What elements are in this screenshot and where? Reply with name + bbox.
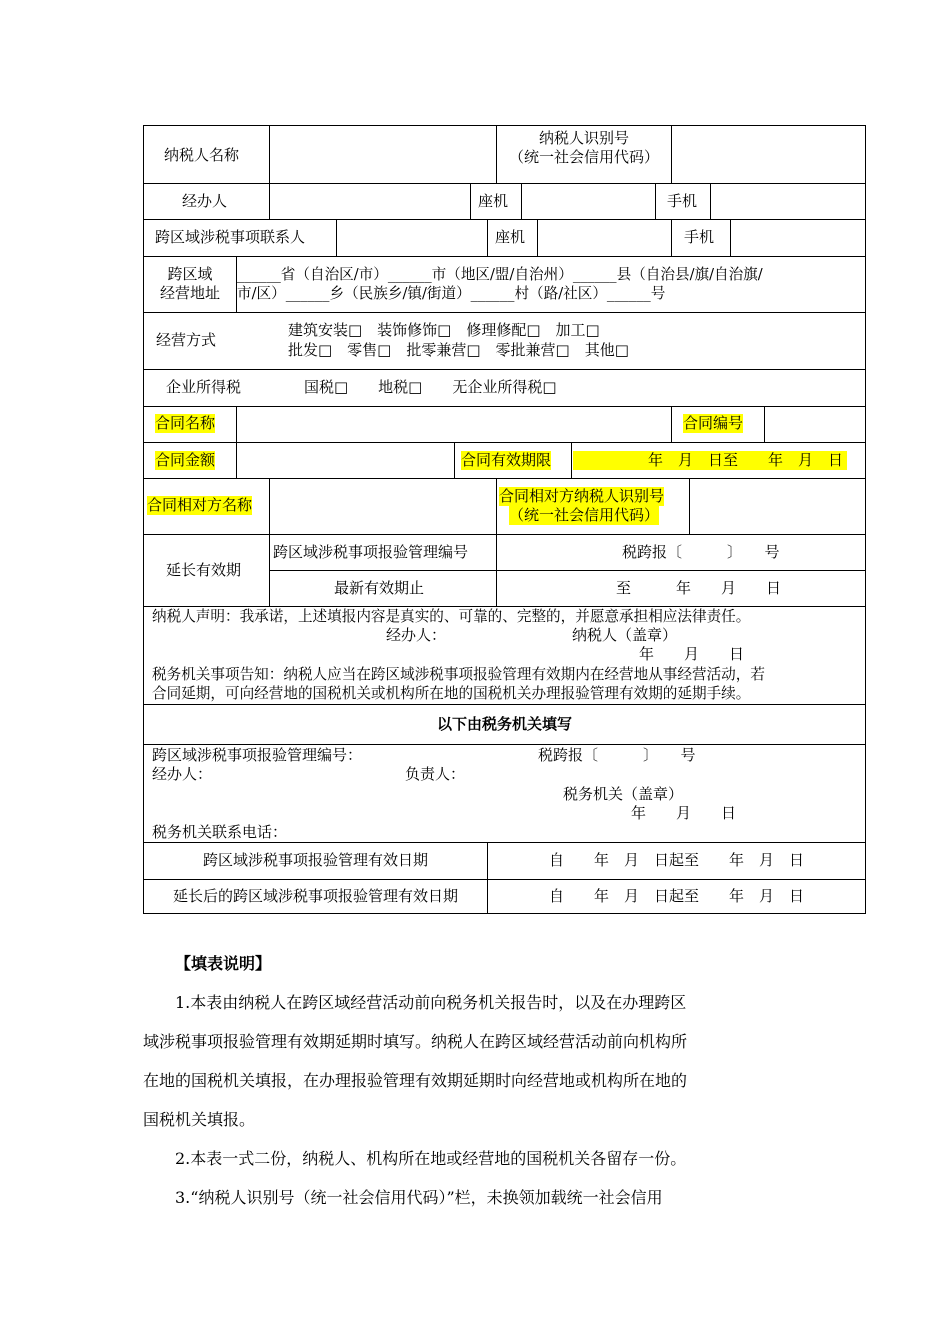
- declaration-date: 年 月 日: [639, 645, 745, 663]
- row-divider: [144, 312, 865, 313]
- col-divider: [571, 442, 572, 478]
- col-divider: [269, 534, 270, 606]
- instruction-1-line-3: 在地的国税机关填报，在办理报验管理有效期延期时向经营地或机构所在地的: [143, 1071, 688, 1090]
- business-mode-options-1[interactable]: 建筑安装□ 装饰修饰□ 修理修配□ 加工□: [288, 321, 600, 339]
- contact-mobile-input[interactable]: [731, 220, 865, 256]
- tax-form-table: [143, 125, 866, 914]
- latest-valid-value[interactable]: 至 年 月 日: [616, 579, 782, 597]
- address-line-2[interactable]: 市/区）______乡（民族乡/镇/街道）______村（路/社区）______号: [237, 285, 666, 302]
- instruction-1-line-2: 域涉税事项报验管理有效期延期时填写。纳税人在跨区域经营活动前向机构所: [143, 1032, 688, 1051]
- notice-text-1: 税务机关事项告知：纳税人应当在跨区域涉税事项报验管理有效期内在经营地从事经营活动，若: [152, 666, 765, 683]
- valid-date-value[interactable]: 自 年 月 日起至 年 月 日: [548, 851, 804, 869]
- contact-landline-label: 座机: [495, 228, 526, 246]
- counterparty-id-label-sub: （统一社会信用代码）: [509, 506, 660, 524]
- extended-date-label: 延长后的跨区域涉税事项报验管理有效日期: [172, 887, 458, 905]
- business-mode-options-2[interactable]: 批发□ 零售□ 批零兼营□ 零批兼营□ 其他□: [288, 341, 629, 359]
- contract-amount-label: 合同金额: [155, 451, 216, 469]
- contact-label: 跨区域涉税事项联系人: [155, 228, 306, 246]
- row-divider: [144, 534, 865, 535]
- tax-office-section-header: 以下由税务机关填写: [436, 715, 572, 733]
- counterparty-name-label: 合同相对方名称: [147, 496, 253, 514]
- mobile-label: 手机: [667, 192, 698, 210]
- col-divider: [671, 219, 672, 256]
- declaration-taxpayer-seal: 纳税人（盖章）: [572, 626, 678, 644]
- col-divider: [655, 183, 656, 219]
- row-divider: [144, 842, 865, 843]
- contact-mobile-label: 手机: [684, 228, 715, 246]
- mobile-input[interactable]: [711, 184, 865, 219]
- instruction-1-line-1: 1.本表由纳税人在跨区域经营活动前向税务机关报告时，以及在办理跨区: [175, 993, 687, 1012]
- contract-no-input[interactable]: [765, 407, 865, 442]
- col-divider: [470, 183, 471, 219]
- office-person-in-charge: 负责人：: [405, 765, 466, 783]
- contract-amount-input[interactable]: [237, 443, 454, 478]
- taxpayer-id-label: 纳税人识别号: [538, 129, 629, 147]
- income-tax-label: 企业所得税: [166, 378, 242, 396]
- address-label-sub: 经营地址: [159, 284, 220, 302]
- handler-label: 经办人: [182, 192, 228, 210]
- instruction-2: 2.本表一式二份，纳税人、机构所在地或经营地的国税机关各留存一份。: [175, 1149, 687, 1168]
- office-phone: 税务机关联系电话：: [152, 823, 288, 841]
- taxpayer-id-label-sub: （统一社会信用代码）: [508, 148, 659, 166]
- taxpayer-id-input[interactable]: [672, 127, 865, 183]
- filling-instructions: [143, 944, 813, 1217]
- col-divider: [454, 442, 455, 478]
- contract-name-input[interactable]: [237, 407, 671, 442]
- row-divider: [144, 744, 865, 745]
- col-divider: [496, 534, 497, 606]
- office-handler: 经办人：: [152, 765, 213, 783]
- office-mgmt-no-label: 跨区域涉税事项报验管理编号：: [152, 746, 363, 764]
- instructions-title: 【填表说明】: [175, 954, 272, 973]
- row-divider: [144, 369, 865, 370]
- taxpayer-name-label: 纳税人名称: [164, 146, 240, 164]
- contract-period-label: 合同有效期限: [461, 451, 552, 469]
- contract-period-value[interactable]: 年 月 日至 年 月 日: [573, 451, 847, 470]
- contract-no-label: 合同编号: [683, 414, 744, 432]
- address-label: 跨区域: [167, 265, 213, 283]
- counterparty-id-input[interactable]: [690, 479, 865, 534]
- col-divider: [487, 219, 488, 256]
- business-mode-label: 经营方式: [156, 331, 217, 349]
- mgmt-no-label: 跨区域涉税事项报验管理编号: [273, 543, 469, 561]
- contact-input[interactable]: [337, 220, 487, 256]
- row-divider: [270, 570, 865, 571]
- landline-label: 座机: [478, 192, 509, 210]
- extend-label: 延长有效期: [166, 561, 242, 579]
- office-date: 年 月 日: [631, 804, 737, 822]
- row-divider: [144, 256, 865, 257]
- col-divider: [496, 478, 497, 534]
- row-divider: [144, 704, 865, 705]
- instruction-3: 3.“纳税人识别号（统一社会信用代码）”栏，未换领加载统一社会信用: [175, 1188, 663, 1207]
- office-seal: 税务机关（盖章）: [563, 785, 684, 803]
- handler-input[interactable]: [270, 184, 470, 219]
- counterparty-name-input[interactable]: [270, 479, 496, 534]
- latest-valid-label: 最新有效期止: [334, 579, 425, 597]
- address-line-1[interactable]: ______省（自治区/市）______市（地区/盟/自治州）______县（自治县/旗/自治旗/: [237, 266, 763, 283]
- declaration-handler: 经办人：: [386, 626, 447, 644]
- valid-date-label: 跨区域涉税事项报验管理有效日期: [202, 851, 428, 869]
- contract-name-label: 合同名称: [155, 414, 216, 432]
- declaration-text: 纳税人声明：我承诺，上述填报内容是真实的、可靠的、完整的，并愿意承担相应法律责任。: [152, 608, 751, 625]
- contact-landline-input[interactable]: [538, 220, 671, 256]
- row-divider: [144, 879, 865, 880]
- mgmt-no-value[interactable]: 税跨报〔 〕 号: [622, 543, 780, 561]
- income-tax-options[interactable]: 国税□ 地税□ 无企业所得税□: [304, 378, 557, 396]
- counterparty-id-label: 合同相对方纳税人识别号: [499, 487, 665, 505]
- col-divider: [671, 406, 672, 442]
- extended-date-value[interactable]: 自 年 月 日起至 年 月 日: [548, 887, 804, 905]
- notice-text-2: 合同延期，可向经营地的国税机关或机构所在地的国税机关办理报验管理有效期的延期手续。: [152, 685, 751, 702]
- landline-input[interactable]: [522, 184, 655, 219]
- office-mgmt-no-value[interactable]: 税跨报〔 〕 号: [538, 746, 696, 764]
- taxpayer-name-input[interactable]: [270, 127, 496, 183]
- instruction-1-line-4: 国税机关填报。: [143, 1110, 256, 1129]
